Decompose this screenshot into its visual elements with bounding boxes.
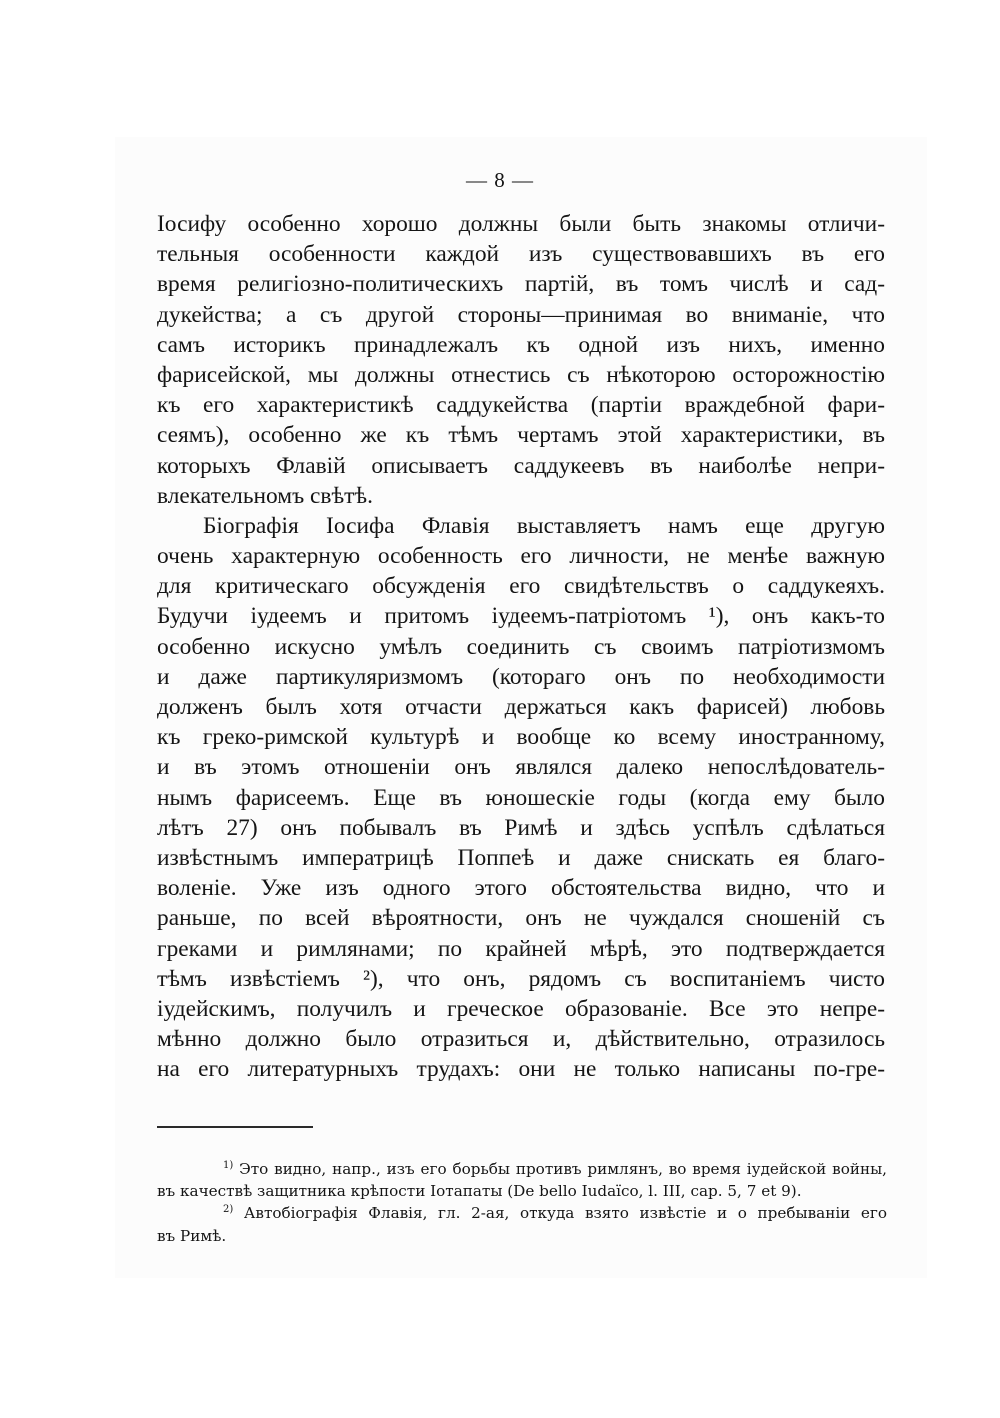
text-line: самъ историкъ принадлежалъ къ одной изъ нихъ, именно [157,331,885,358]
text-line: очень характерную особенность его личности, не менѣе важную [157,543,885,570]
text-line: для критическаго обсужденія его свидѣтельствъ о саддукеяхъ. [157,573,885,600]
footnote-line [157,1202,887,1224]
text-line: нымъ фарисеемъ. Еще въ юношескіе годы (когда ему было [157,784,885,811]
text-line: которыхъ Флавій описываетъ саддукеевъ въ наиболѣе непри- [157,452,885,479]
text-line: греками и римлянами; по крайней мѣрѣ, это подтверждается [157,935,885,962]
text-line: воленіе. Уже изъ одного этого обстоятельства видно, что и [157,875,885,902]
text-line: сеямъ), особенно же къ тѣмъ чертамъ этой характеристики, въ [157,422,885,449]
text-line: Іосифу особенно хорошо должны были быть знакомы отличи- [157,211,885,237]
text-line: іудейскимъ, получилъ и греческое образованіе. Все это непре- [157,995,885,1022]
text-line: мѣнно должно было отразиться и, дѣйствительно, отразилось [157,1026,885,1053]
footnote-line [157,1158,887,1180]
footnote-line: въ качествѣ защитника крѣпости Іотапаты (De bello Iudaïco, l. III, cap. 5, 7 et 9). [157,1182,802,1201]
footnote-marker: 1) [223,1160,234,1171]
text-line: на его литературныхъ трудахъ: они не только написаны по-гре- [157,1056,885,1083]
footnote-2 [157,1202,887,1246]
text-line: тельныя особенности каждой изъ существовавшихъ въ его [157,241,885,268]
text-line: дукейства; а съ другой стороны—принимая во вниманіе, что [157,301,885,328]
text-line: фарисейской, мы должны отнестись съ нѣкоторою осторожностію [157,361,885,388]
page-number: — 8 — [466,168,534,192]
text-line-with-footnote-ref: тѣмъ извѣстіемъ ²), что онъ, рядомъ съ воспитаніемъ чисто [157,965,885,992]
footnote-text: Это видно, напр., изъ его борьбы противъ римлянъ, во время іудейской войны, [239,1160,888,1178]
footnote-text: Автобіографія Флавія, гл. 2-ая, откуда взято извѣстіе и о пребываніи его [243,1204,888,1223]
text-line: къ его характеристикѣ саддукейства (партіи враждебной фари- [157,392,885,419]
text-line: влекательномъ свѣтѣ. [157,482,373,509]
paragraph-1 [157,209,885,511]
footnote-marker: 2) [223,1204,234,1216]
text-line: долженъ былъ хотя отчасти держаться какъ фарисей) любовь [157,694,885,720]
text-line: и въ этомъ отношеніи онъ являлся далеко непослѣдователь- [157,754,885,781]
footnote-line: въ Римѣ. [157,1226,227,1245]
text-line: раньше, по всей вѣроятности, онъ не чуждался сношеній съ [157,905,885,932]
body-text [157,209,885,1084]
paragraph-2 [157,511,885,1085]
text-line: извѣстнымъ императрицѣ Поппеѣ и даже снискать ея благо- [157,844,885,871]
text-line-with-footnote-ref: Будучи іудеемъ и притомъ іудеемъ-патріотомъ ¹), онъ какъ-то [157,603,885,630]
text-line: особенно искусно умѣлъ соединить съ своимъ патріотизмомъ [157,633,885,660]
text-line: лѣтъ 27) онъ побывалъ въ Римѣ и здѣсь успѣлъ сдѣлаться [157,814,885,841]
footnotes [157,1158,887,1247]
text-line: къ греко-римской культурѣ и вообще ко всему иностранному, [157,724,885,751]
footnote-1 [157,1158,887,1202]
text-line: Біографія Іосифа Флавія выставляетъ намъ еще другую [203,512,885,539]
text-line: время религіозно-политическихъ партій, въ томъ числѣ и сад- [157,271,885,298]
footnote-separator-rule [157,1126,313,1128]
text-line: и даже партикуляризмомъ (котораго онъ по необходимости [157,663,885,690]
